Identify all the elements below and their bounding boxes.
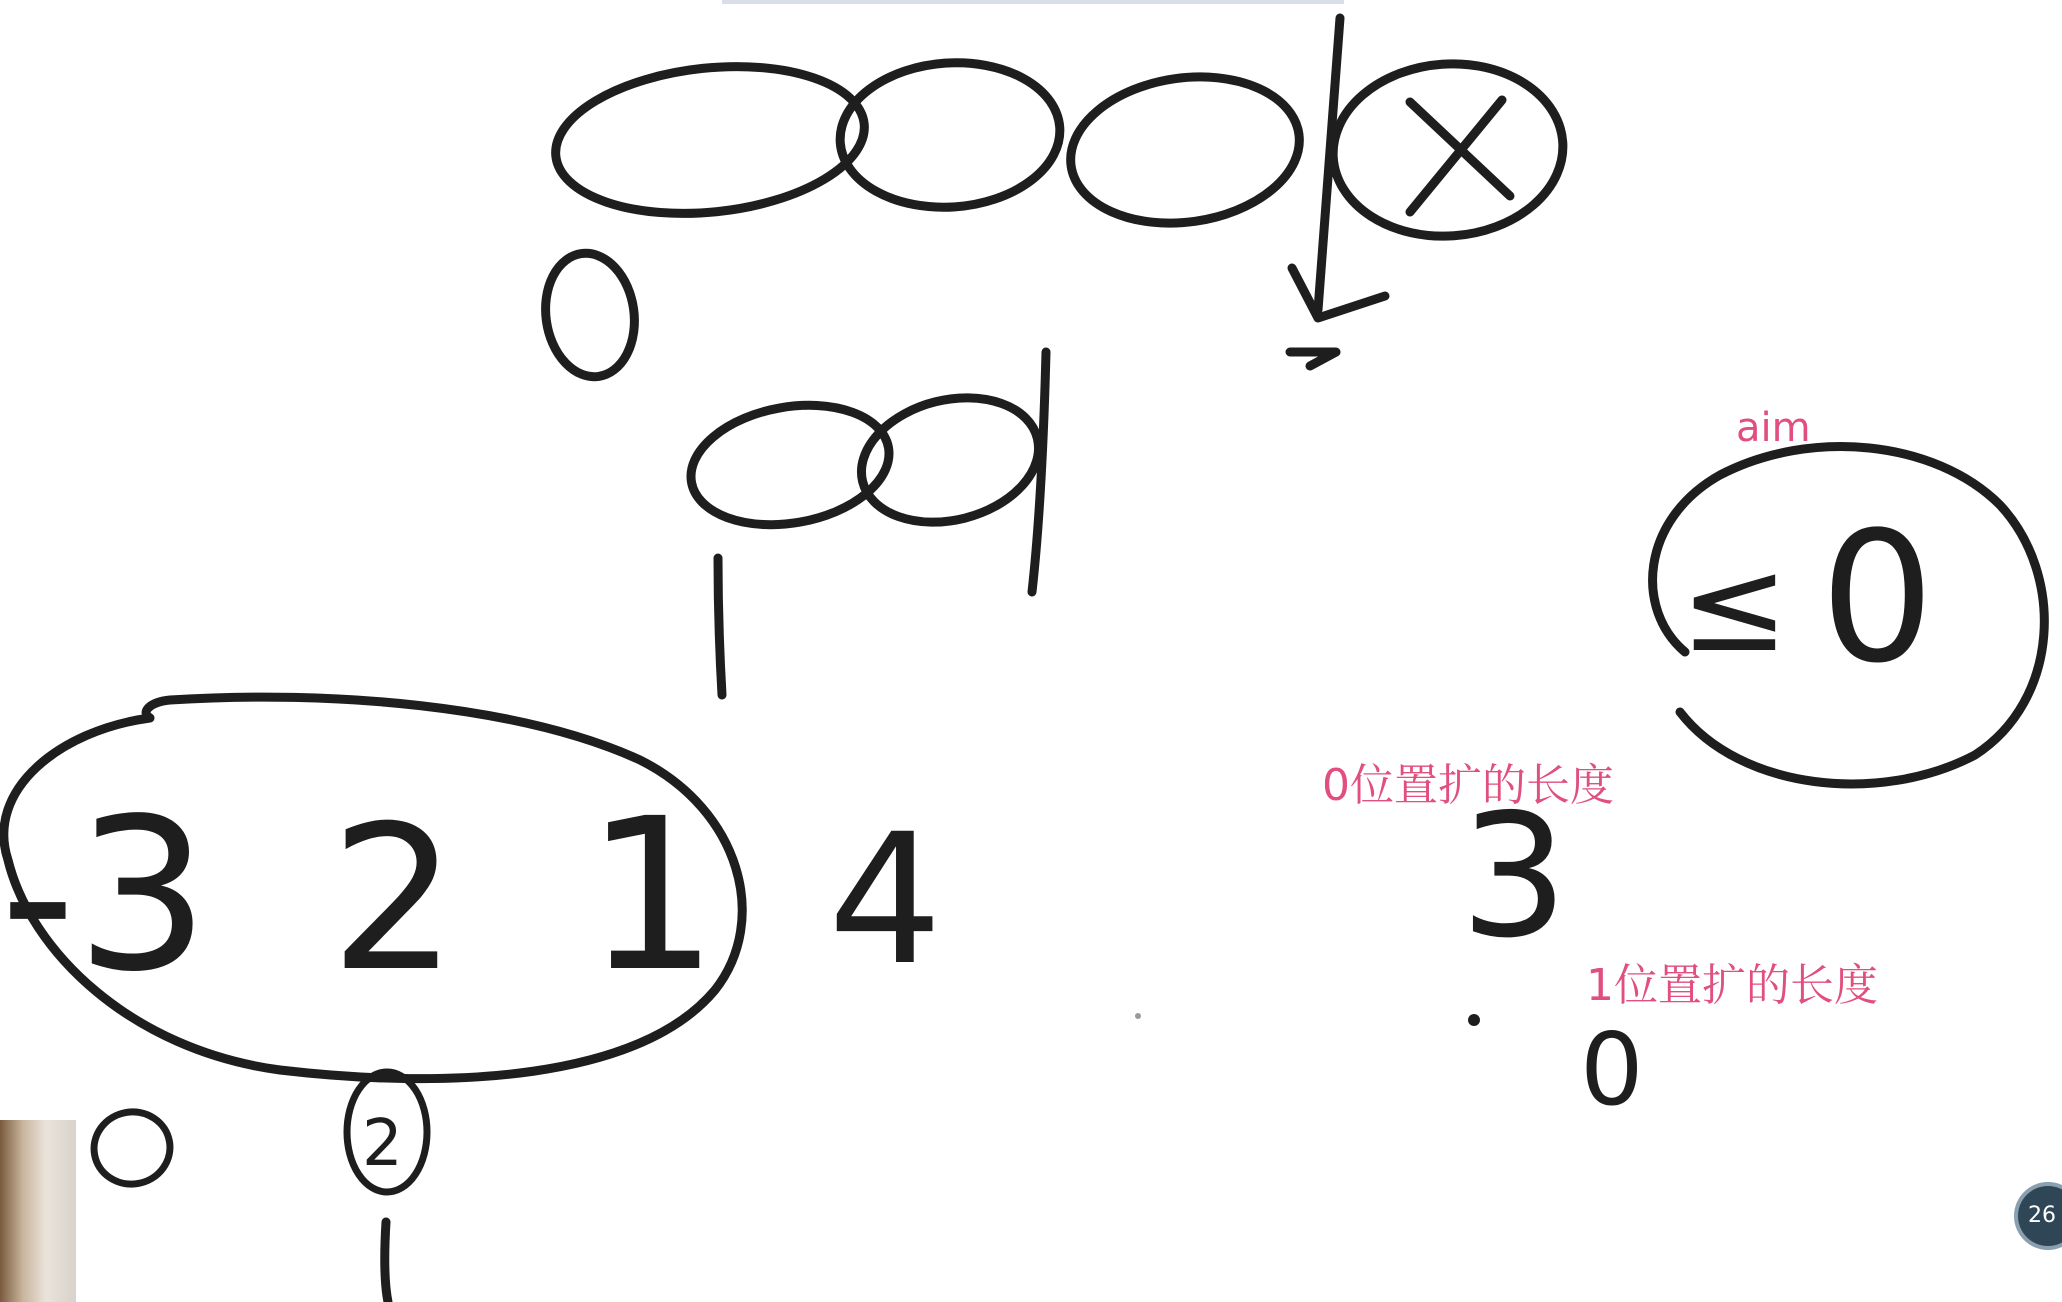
bottom-index-zero [88, 1106, 175, 1190]
answer-pos1: 0 [1580, 1011, 1644, 1128]
array-value-2: 2 [330, 783, 458, 1016]
top-index-zero [538, 247, 642, 382]
x-mark [1410, 100, 1510, 212]
speck [1135, 1013, 1141, 1019]
top-loop-4-circled-x [1327, 56, 1568, 244]
le-sign: ≤ [1680, 529, 1789, 681]
array-value-1: 1 [585, 773, 719, 1018]
aim-label: aim [1736, 405, 1811, 451]
array-value-4: 4 [828, 796, 943, 1005]
circled-index-label: 2 [362, 1107, 403, 1181]
down-arrow-head [1292, 268, 1385, 318]
arrow-tick [1290, 352, 1336, 366]
top-loop-1 [548, 52, 871, 228]
answer-pos0: 3 [1460, 778, 1569, 976]
pos1-extend-label: 1位置扩的长度 [1586, 960, 1878, 1011]
pos0-extend-label: 0位置扩的长度 [1322, 760, 1614, 811]
dot-pos0 [1468, 1014, 1480, 1026]
top-loop-3 [1061, 63, 1309, 238]
top-loop-2 [835, 56, 1065, 215]
page-badge[interactable]: 26 [2018, 1186, 2062, 1246]
zero-in-circle: 0 [1820, 494, 1935, 703]
bottom-index-one [385, 1222, 388, 1302]
middle-index-one [718, 558, 722, 695]
array-value-neg3: -3 [0, 773, 210, 1018]
middle-loop-2 [848, 380, 1052, 540]
webcam-thumbnail [0, 1120, 76, 1302]
